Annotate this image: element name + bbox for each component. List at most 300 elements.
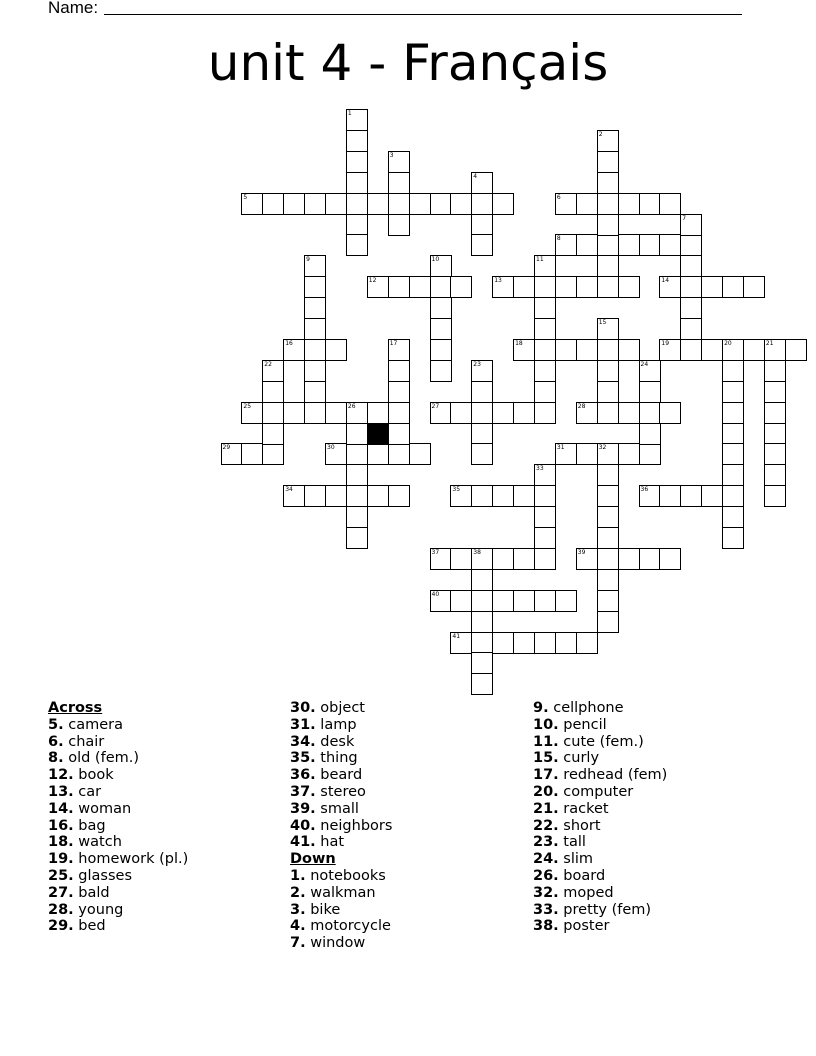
grid-cell[interactable] [471,193,493,215]
grid-cell[interactable] [764,443,786,465]
clue-across-14 [48,801,188,818]
grid-cell[interactable] [597,590,619,612]
clue-number: 28. [48,901,74,918]
grid-cell[interactable] [534,381,556,403]
grid-cell[interactable] [346,402,368,424]
grid-cell[interactable] [534,506,556,528]
grid-cell[interactable] [618,402,640,424]
clue-text: thing [315,750,358,767]
grid-cell[interactable] [597,569,619,591]
grid-cell[interactable] [471,402,493,424]
grid-cell[interactable] [555,193,577,215]
grid-cell[interactable] [639,548,661,570]
grid-cell[interactable] [597,276,619,298]
grid-cell[interactable] [597,130,619,152]
grid-cell[interactable] [430,360,452,382]
grid-cell[interactable] [680,318,702,340]
cell-number: 34 [285,486,293,494]
grid-cell[interactable] [659,548,681,570]
grid-cell[interactable] [388,151,410,173]
grid-cell[interactable] [388,402,410,424]
grid-cell[interactable] [450,548,472,570]
grid-cell[interactable] [597,318,619,340]
grid-cell[interactable] [513,402,535,424]
grid-cell[interactable] [513,548,535,570]
grid-cell[interactable] [346,464,368,486]
grid-cell[interactable] [221,443,243,465]
grid-cell[interactable] [388,443,410,465]
grid-cell[interactable] [597,193,619,215]
grid-cell[interactable] [534,276,556,298]
grid-cell[interactable] [471,443,493,465]
clue-number: 8. [48,750,64,767]
clue-down-3 [290,902,392,919]
cell-number: 25 [243,402,252,410]
grid-cell[interactable] [471,234,493,256]
grid-cell[interactable] [304,297,326,319]
grid-cell[interactable] [722,527,744,549]
grid-cell[interactable] [471,611,493,633]
grid-cell[interactable] [555,632,577,654]
grid-cell[interactable] [409,193,431,215]
cell-number: 38 [473,548,481,556]
grid-cell[interactable] [576,443,598,465]
grid-cell[interactable] [262,193,284,215]
grid-cell[interactable] [597,506,619,528]
grid-cell[interactable] [304,402,326,424]
grid-cell[interactable] [367,193,389,215]
grid-cell[interactable] [639,234,661,256]
clue-down-4 [290,918,392,935]
grid-cell[interactable] [346,506,368,528]
grid-cell[interactable] [492,402,514,424]
cell-number: 24 [640,360,649,368]
grid-cell[interactable] [262,402,284,424]
clue-down-20 [533,784,667,801]
grid-cell[interactable] [659,402,681,424]
clue-column-3 [533,700,667,935]
clue-text: bed [73,918,106,935]
grid-cell[interactable] [764,485,786,507]
grid-cell[interactable] [555,443,577,465]
grid-cell[interactable] [367,443,389,465]
grid-cell[interactable] [262,381,284,403]
cell-number: 22 [264,360,272,368]
grid-cell[interactable] [618,443,640,465]
clue-down-9 [533,700,667,717]
grid-cell[interactable] [304,255,326,277]
grid-cell[interactable] [471,548,493,570]
clue-number: 21. [533,800,559,817]
clue-across-8 [48,750,188,767]
grid-cell[interactable] [618,234,640,256]
grid-cell[interactable] [597,443,619,465]
clue-text: young [73,901,124,918]
clue-number: 18. [48,834,74,851]
grid-cell[interactable] [367,402,389,424]
grid-cell[interactable] [555,234,577,256]
clue-number: 15. [533,750,559,767]
grid-cell[interactable] [618,193,640,215]
clue-text: neighbors [315,817,393,834]
grid-cell[interactable] [388,360,410,382]
grid-cell[interactable] [597,464,619,486]
clue-number: 14. [48,800,74,817]
grid-cell[interactable] [430,297,452,319]
grid-cell[interactable] [262,443,284,465]
grid-cell[interactable] [492,548,514,570]
grid-cell[interactable] [388,193,410,215]
clue-across-29 [48,918,188,935]
grid-cell[interactable] [471,590,493,612]
clue-number: 31. [290,716,316,733]
grid-cell[interactable] [618,339,640,361]
grid-cell[interactable] [492,590,514,612]
grid-cell[interactable] [576,402,598,424]
grid-cell[interactable] [388,172,410,194]
clue-column-2 [290,700,392,952]
clue-across-12 [48,767,188,784]
grid-cell[interactable] [388,485,410,507]
grid-cell[interactable] [597,402,619,424]
grid-cell[interactable] [513,276,535,298]
grid-cell[interactable] [471,485,493,507]
grid-cell[interactable] [597,172,619,194]
clue-down-38 [533,918,667,935]
grid-cell[interactable] [304,276,326,298]
clue-number: 19. [48,851,74,868]
grid-cell[interactable] [680,255,702,277]
grid-cell[interactable] [764,339,786,361]
grid-cell[interactable] [471,172,493,194]
grid-cell[interactable] [534,548,556,570]
grid-cell[interactable] [325,193,347,215]
clue-across-6 [48,734,188,751]
grid-cell[interactable] [743,276,765,298]
grid-cell[interactable] [430,276,452,298]
grid-cell[interactable] [241,402,263,424]
grid-cell[interactable] [722,276,744,298]
grid-cell[interactable] [450,632,472,654]
grid-cell[interactable] [722,381,744,403]
clue-across-39 [290,801,392,818]
grid-cell[interactable] [639,381,661,403]
grid-cell[interactable] [576,548,598,570]
clue-across-36 [290,767,392,784]
grid-cell[interactable] [304,381,326,403]
grid-cell[interactable] [659,276,681,298]
clue-text: cellphone [548,700,624,716]
clue-text: tall [558,834,586,851]
grid-cell[interactable] [597,611,619,633]
grid-cell[interactable] [471,423,493,445]
grid-cell[interactable] [388,423,410,445]
grid-cell[interactable] [430,193,452,215]
clue-down-2 [290,885,392,902]
cell-number: 8 [556,235,561,243]
grid-cell[interactable] [325,485,347,507]
grid-cell[interactable] [346,214,368,236]
grid-cell[interactable] [659,234,681,256]
clue-text: pretty (fem) [558,901,652,918]
clue-text: motorcycle [305,918,391,935]
grid-cell[interactable] [618,276,640,298]
grid-cell[interactable] [492,632,514,654]
grid-cell[interactable] [597,548,619,570]
grid-cell[interactable] [241,443,263,465]
grid-cell[interactable] [430,548,452,570]
grid-cell[interactable] [534,590,556,612]
clue-number: 35. [290,750,316,767]
grid-cell[interactable] [534,464,556,486]
grid-cell[interactable] [639,443,661,465]
grid-cell[interactable] [534,632,556,654]
grid-cell[interactable] [597,255,619,277]
grid-cell[interactable] [701,485,723,507]
grid-cell[interactable] [471,569,493,591]
grid-cell[interactable] [659,193,681,215]
grid-cell[interactable] [241,193,263,215]
grid-cell[interactable] [409,443,431,465]
grid-cell[interactable] [722,506,744,528]
grid-cell[interactable] [639,402,661,424]
grid-cell[interactable] [471,632,493,654]
grid-cell[interactable] [701,276,723,298]
grid-cell[interactable] [450,402,472,424]
grid-cell[interactable] [346,151,368,173]
grid-cell[interactable] [430,339,452,361]
clue-down-17 [533,767,667,784]
grid-cell[interactable] [367,276,389,298]
grid-cell[interactable] [701,339,723,361]
grid-cell[interactable] [680,339,702,361]
clue-number: 11. [533,733,559,750]
clue-number: 32. [533,884,559,901]
grid-cell[interactable] [346,109,368,131]
clue-number: 4. [290,918,306,935]
grid-cell[interactable] [534,360,556,382]
grid-cell[interactable] [659,339,681,361]
clue-text: bald [73,884,110,901]
grid-cell[interactable] [576,276,598,298]
grid-cell[interactable] [680,297,702,319]
grid-cell[interactable] [722,485,744,507]
clue-number: 36. [290,767,316,784]
clue-text: pencil [558,716,607,733]
grid-cell[interactable] [304,318,326,340]
grid-cell[interactable] [513,485,535,507]
clue-across-28 [48,902,188,919]
clue-across-27 [48,885,188,902]
grid-cell[interactable] [409,276,431,298]
grid-cell[interactable] [367,485,389,507]
clue-number: 24. [533,851,559,868]
grid-cell[interactable] [597,234,619,256]
grid-cell[interactable] [346,193,368,215]
grid-cell[interactable] [576,339,598,361]
clue-across-18 [48,834,188,851]
grid-cell[interactable] [430,590,452,612]
grid-cell[interactable] [534,297,556,319]
grid-cell[interactable] [388,381,410,403]
grid-cell[interactable] [680,276,702,298]
grid-cell[interactable] [597,151,619,173]
clue-text: cute (fem.) [558,733,644,750]
grid-cell[interactable] [346,527,368,549]
grid-cell[interactable] [283,339,305,361]
clue-text: poster [558,918,610,935]
grid-cell[interactable] [346,130,368,152]
grid-cell[interactable] [555,590,577,612]
grid-cell[interactable] [534,318,556,340]
clue-text: small [315,800,359,817]
grid-cell[interactable] [555,339,577,361]
grid-cell[interactable] [534,339,556,361]
cell-number: 3 [389,151,394,159]
clue-text: walkman [305,884,376,901]
grid-cell[interactable] [722,423,744,445]
clue-column-1 [48,700,188,935]
grid-cell[interactable] [597,527,619,549]
clue-number: 25. [48,867,74,884]
clue-number: 13. [48,783,74,800]
grid-cell[interactable] [346,443,368,465]
grid-cell[interactable] [325,339,347,361]
grid-cell[interactable] [492,276,514,298]
grid-cell[interactable] [450,276,472,298]
grid-cell[interactable] [576,234,598,256]
clue-text: window [305,935,366,952]
cell-number: 13 [494,277,502,285]
grid-cell[interactable] [304,485,326,507]
grid-cell[interactable] [262,360,284,382]
grid-cell[interactable] [450,590,472,612]
grid-cell[interactable] [597,381,619,403]
grid-cell[interactable] [262,423,284,445]
grid-cell[interactable] [659,485,681,507]
grid-cell[interactable] [450,485,472,507]
clue-down-23 [533,834,667,851]
grid-cell[interactable] [325,402,347,424]
grid-cell[interactable] [471,381,493,403]
grid-cell[interactable] [743,339,765,361]
grid-cell[interactable] [534,402,556,424]
grid-cell[interactable] [764,381,786,403]
grid-cell[interactable] [388,214,410,236]
clue-text: object [315,700,365,716]
grid-cell[interactable] [639,423,661,445]
clue-text: desk [315,733,355,750]
grid-cell[interactable] [471,360,493,382]
grid-cell[interactable] [346,172,368,194]
cell-number: 23 [473,360,481,368]
grid-cell[interactable] [430,255,452,277]
clue-text: book [73,767,114,784]
grid-cell[interactable] [722,464,744,486]
cell-number: 35 [452,486,461,494]
grid-cell[interactable] [513,632,535,654]
grid-cell[interactable] [597,360,619,382]
cell-number: 5 [243,193,248,201]
grid-cell[interactable] [513,590,535,612]
grid-cell[interactable] [534,485,556,507]
clue-across-19 [48,851,188,868]
grid-cell[interactable] [680,214,702,236]
grid-cell[interactable] [764,464,786,486]
grid-cell[interactable] [492,193,514,215]
grid-cell[interactable] [430,402,452,424]
grid-cell[interactable] [639,193,661,215]
grid-cell[interactable] [722,360,744,382]
grid-cell[interactable] [597,214,619,236]
grid-cell[interactable] [764,423,786,445]
grid-cell[interactable] [346,423,368,445]
grid-cell[interactable] [639,360,661,382]
grid-cell[interactable] [639,485,661,507]
grid-cell[interactable] [576,632,598,654]
grid-cell[interactable] [576,193,598,215]
grid-cell[interactable] [283,402,305,424]
cell-number: 30 [327,444,335,452]
grid-cell[interactable] [492,485,514,507]
black-cell [367,423,389,445]
grid-cell[interactable] [597,339,619,361]
clue-text: moped [558,884,614,901]
grid-cell[interactable] [471,652,493,674]
grid-cell[interactable] [597,485,619,507]
grid-cell[interactable] [304,360,326,382]
clue-number: 41. [290,834,316,851]
grid-cell[interactable] [388,339,410,361]
grid-cell[interactable] [722,339,744,361]
name-label: Name: [48,0,99,17]
grid-cell[interactable] [304,193,326,215]
grid-cell[interactable] [430,318,452,340]
grid-cell[interactable] [722,402,744,424]
grid-cell[interactable] [555,276,577,298]
grid-cell[interactable] [450,193,472,215]
grid-cell[interactable] [304,339,326,361]
grid-cell[interactable] [764,360,786,382]
grid-cell[interactable] [534,527,556,549]
grid-cell[interactable] [618,548,640,570]
grid-cell[interactable] [513,339,535,361]
grid-cell[interactable] [534,255,556,277]
grid-cell[interactable] [785,339,807,361]
grid-cell[interactable] [388,276,410,298]
grid-cell[interactable] [346,485,368,507]
clue-number: 16. [48,817,74,834]
clue-down-33 [533,902,667,919]
grid-cell[interactable] [764,402,786,424]
cell-number: 26 [347,402,356,410]
grid-cell[interactable] [283,485,305,507]
grid-cell[interactable] [680,485,702,507]
clue-text: glasses [73,867,132,884]
clue-across-34 [290,734,392,751]
grid-cell[interactable] [346,234,368,256]
grid-cell[interactable] [722,443,744,465]
grid-cell[interactable] [471,214,493,236]
clue-number: 22. [533,817,559,834]
grid-cell[interactable] [680,234,702,256]
clue-text: slim [558,851,594,868]
clue-number: 20. [533,783,559,800]
clue-text: watch [73,834,122,851]
grid-cell[interactable] [283,193,305,215]
grid-cell[interactable] [325,443,347,465]
grid-cell[interactable] [471,673,493,695]
